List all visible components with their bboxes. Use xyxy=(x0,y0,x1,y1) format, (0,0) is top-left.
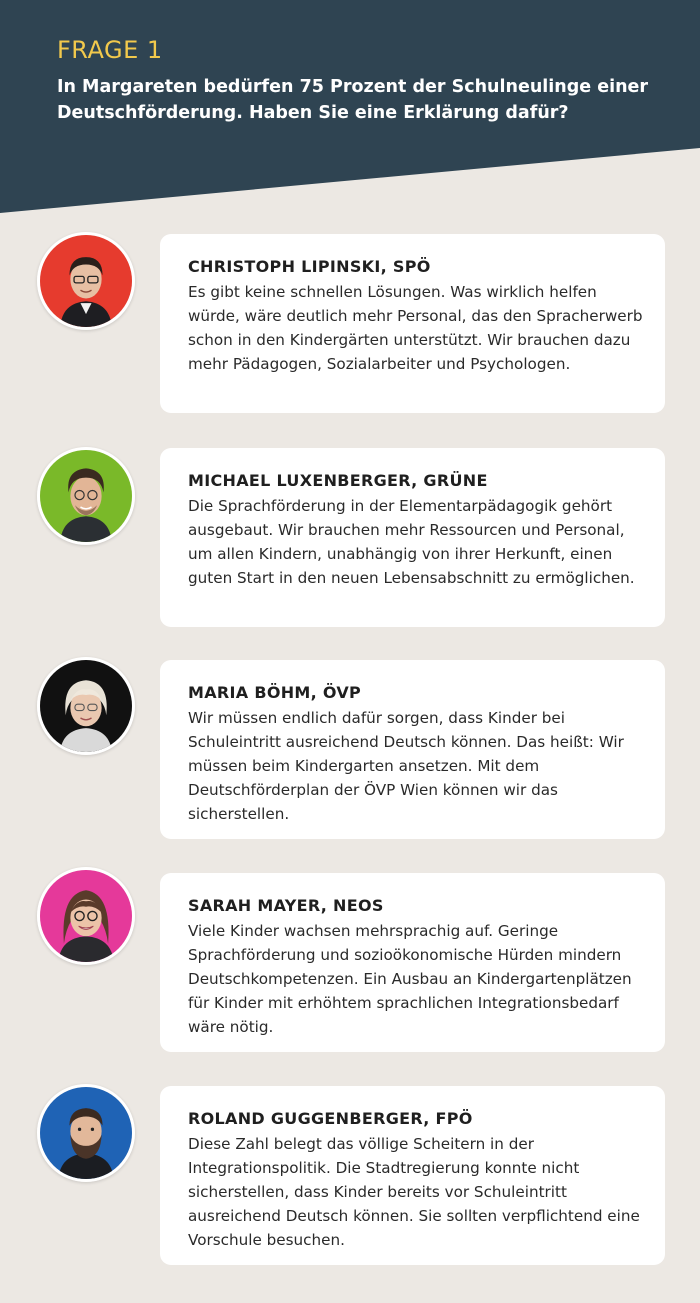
answer-text: Diese Zahl belegt das völlige Scheitern in der Integrationspolitik. Die Stadtregierung konnte nicht sicherstellen, dass Kinder bereits vor Schuleintritt ausreichend Deutsch können. Sie sollten verpflichtend eine Vorschule besuchen. xyxy=(188,1135,640,1249)
portrait-icon xyxy=(40,450,132,542)
portrait-avatar xyxy=(37,447,135,545)
portrait-icon xyxy=(40,660,132,752)
answer-card xyxy=(160,448,665,627)
answer-text: Wir müssen endlich dafür sorgen, dass Kinder bei Schuleintritt ausreichend Deutsch können. Das heißt: Wir müssen beim Kindergarten ansetzen. Mit dem Deutschförderplan der ÖVP Wien können wir das sicherstellen. xyxy=(188,709,624,823)
answer-card xyxy=(160,1086,665,1265)
portrait-icon xyxy=(40,235,132,327)
answer-text: Die Sprachförderung in der Elementarpädagogik gehört ausgebaut. Wir brauchen mehr Ressourcen und Personal, um allen Kindern, unabhängig von ihrer Herkunft, einen guten Start in den neuen Lebensabschnitt zu ermöglichen. xyxy=(188,497,635,587)
politician-name: SARAH MAYER, NEOS xyxy=(188,896,384,915)
answer-card xyxy=(160,234,665,413)
portrait-icon xyxy=(40,1087,132,1179)
question-text: In Margareten bedürfen 75 Prozent der Schulneulinge einer Deutschförderung. Haben Sie eine Erklärung dafür? xyxy=(57,77,649,123)
portrait-avatar xyxy=(37,232,135,330)
answer-text: Es gibt keine schnellen Lösungen. Was wirklich helfen würde, wäre deutlich mehr Personal, das den Spracherwerb schon in den Kindergärten unterstützt. Wir brauchen dazu mehr Pädagogen, Sozialarbeiter und Psychologen. xyxy=(188,283,643,373)
portrait-avatar xyxy=(37,867,135,965)
answer-card xyxy=(160,873,665,1052)
portrait-icon xyxy=(40,870,132,962)
answer-text: Viele Kinder wachsen mehrsprachig auf. Geringe Sprachförderung und sozioökonomische Hürden mindern Deutschkompetenzen. Ein Ausbau an Kindergartenplätzen für Kinder mit erhöhtem sprachlichen Integrationsbedarf wäre nötig. xyxy=(188,922,632,1036)
politician-name: CHRISTOPH LIPINSKI, SPÖ xyxy=(188,257,431,276)
question-kicker: FRAGE 1 xyxy=(57,36,163,64)
answer-card xyxy=(160,660,665,839)
portrait-avatar xyxy=(37,1084,135,1182)
portrait-avatar xyxy=(37,657,135,755)
politician-name: MICHAEL LUXENBERGER, GRÜNE xyxy=(188,471,488,490)
politician-name: ROLAND GUGGENBERGER, FPÖ xyxy=(188,1109,473,1128)
politician-name: MARIA BÖHM, ÖVP xyxy=(188,683,362,702)
